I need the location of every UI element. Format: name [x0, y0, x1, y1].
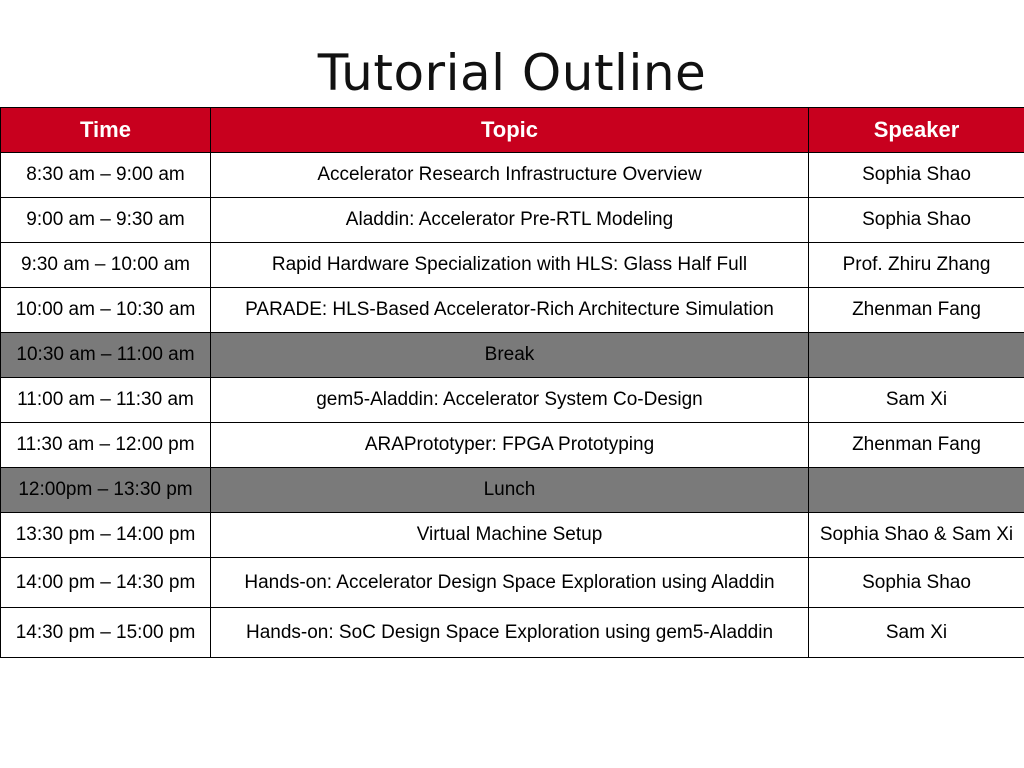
slide-title: Tutorial Outline [317, 44, 707, 102]
cell-time: 14:30 pm – 15:00 pm [1, 608, 211, 658]
cell-topic: Hands-on: Accelerator Design Space Exploration using Aladdin [211, 558, 809, 608]
cell-time: 11:30 am – 12:00 pm [1, 423, 211, 468]
table-row [1, 513, 1024, 558]
cell-speaker: Sophia Shao [809, 153, 1024, 198]
header-topic: Topic [211, 108, 809, 153]
cell-time: 10:00 am – 10:30 am [1, 288, 211, 333]
cell-time: 12:00pm – 13:30 pm [1, 468, 211, 513]
cell-time: 8:30 am – 9:00 am [1, 153, 211, 198]
cell-speaker: Sam Xi [809, 378, 1024, 423]
header-time: Time [1, 108, 211, 153]
table-row [1, 198, 1024, 243]
cell-topic: gem5-Aladdin: Accelerator System Co-Design [211, 378, 809, 423]
table-row-break [1, 333, 1024, 378]
table-row [1, 378, 1024, 423]
cell-topic: Rapid Hardware Specialization with HLS: Glass Half Full [211, 243, 809, 288]
cell-topic: ARAPrototyper: FPGA Prototyping [211, 423, 809, 468]
cell-topic: PARADE: HLS-Based Accelerator-Rich Architecture Simulation [211, 288, 809, 333]
cell-time: 11:00 am – 11:30 am [1, 378, 211, 423]
table-row [1, 423, 1024, 468]
table-row [1, 243, 1024, 288]
table-row [1, 558, 1024, 608]
cell-speaker: Sophia Shao & Sam Xi [809, 513, 1024, 558]
header-speaker: Speaker [809, 108, 1024, 153]
cell-time: 13:30 pm – 14:00 pm [1, 513, 211, 558]
cell-speaker: Zhenman Fang [809, 423, 1024, 468]
cell-topic: Hands-on: SoC Design Space Exploration using gem5-Aladdin [211, 608, 809, 658]
table-row [1, 608, 1024, 658]
cell-speaker [809, 333, 1024, 378]
cell-speaker [809, 468, 1024, 513]
table-row-lunch [1, 468, 1024, 513]
cell-time: 10:30 am – 11:00 am [1, 333, 211, 378]
table-header-row [1, 108, 1024, 153]
cell-speaker: Prof. Zhiru Zhang [809, 243, 1024, 288]
cell-time: 14:00 pm – 14:30 pm [1, 558, 211, 608]
cell-speaker: Sam Xi [809, 608, 1024, 658]
tutorial-outline-table [0, 107, 1024, 658]
cell-speaker: Sophia Shao [809, 558, 1024, 608]
cell-topic: Accelerator Research Infrastructure Overview [211, 153, 809, 198]
table-row [1, 288, 1024, 333]
cell-topic: Aladdin: Accelerator Pre-RTL Modeling [211, 198, 809, 243]
cell-speaker: Zhenman Fang [809, 288, 1024, 333]
table-row [1, 153, 1024, 198]
cell-topic: Break [211, 333, 809, 378]
cell-time: 9:00 am – 9:30 am [1, 198, 211, 243]
cell-topic: Virtual Machine Setup [211, 513, 809, 558]
cell-time: 9:30 am – 10:00 am [1, 243, 211, 288]
cell-speaker: Sophia Shao [809, 198, 1024, 243]
cell-topic: Lunch [211, 468, 809, 513]
